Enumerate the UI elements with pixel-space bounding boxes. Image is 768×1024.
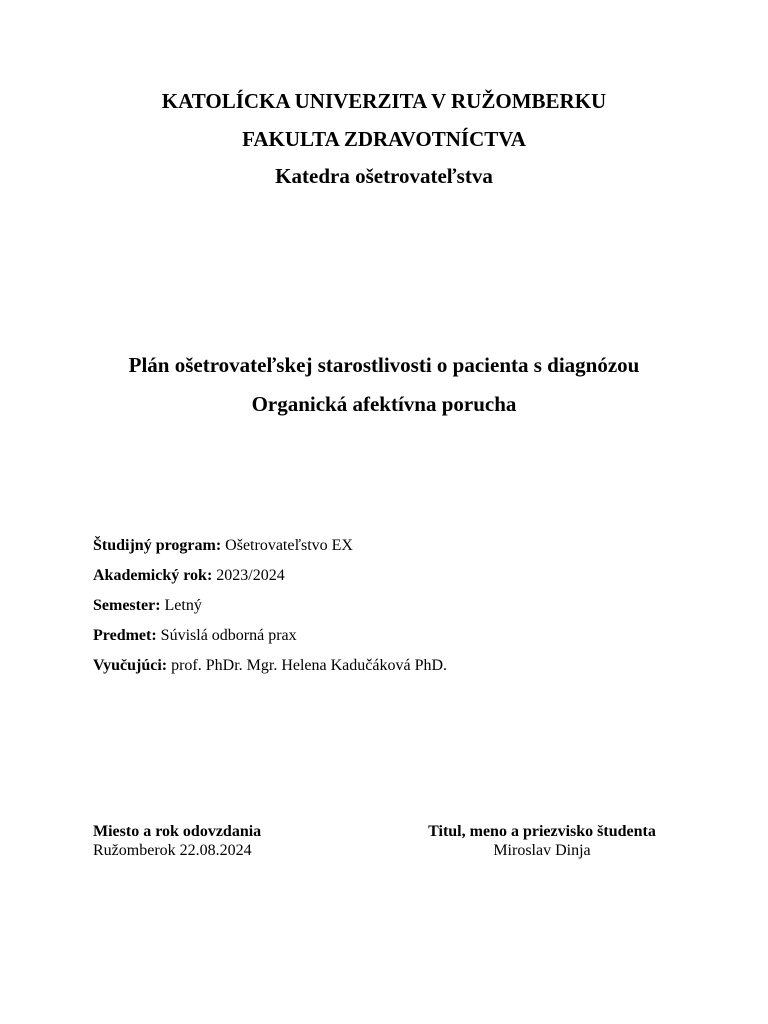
department-name: Katedra ošetrovateľstva [275, 164, 493, 188]
info-label: Študijný program: [93, 537, 222, 554]
info-row-semester [93, 596, 447, 626]
faculty-name: FAKULTA ZDRAVOTNÍCTVA [242, 127, 526, 151]
info-row-teacher [93, 656, 447, 686]
info-label: Akademický rok: [93, 567, 213, 584]
course-info [93, 536, 447, 686]
student-label: Titul, meno a priezvisko študenta [428, 823, 656, 840]
info-row-subject [93, 626, 447, 656]
student-name: Miroslav Dinja [493, 842, 591, 859]
submission-place-block [93, 822, 261, 860]
info-label: Vyučujúci: [93, 657, 168, 674]
info-value: Súvislá odborná prax [156, 627, 297, 644]
info-row-study-program [93, 536, 447, 566]
info-value: prof. PhDr. Mgr. Helena Kadučáková PhD. [167, 657, 448, 674]
info-value: Letný [160, 597, 202, 614]
info-label: Predmet: [93, 627, 157, 644]
info-row-academic-year [93, 566, 447, 596]
submission-place-value: Ružomberok 22.08.2024 [93, 842, 252, 859]
info-value: Ošetrovateľstvo EX [221, 537, 353, 554]
info-label: Semester: [93, 597, 161, 614]
info-value: 2023/2024 [212, 567, 285, 584]
submission-place-label: Miesto a rok odovzdania [93, 823, 262, 840]
document-title-line-2: Organická afektívna porucha [251, 392, 517, 416]
document-title-line-1: Plán ošetrovateľskej starostlivosti o pacienta s diagnózou [128, 353, 640, 377]
university-name: KATOLÍCKA UNIVERZITA V RUŽOMBERKU [161, 89, 607, 113]
student-block [414, 822, 670, 860]
